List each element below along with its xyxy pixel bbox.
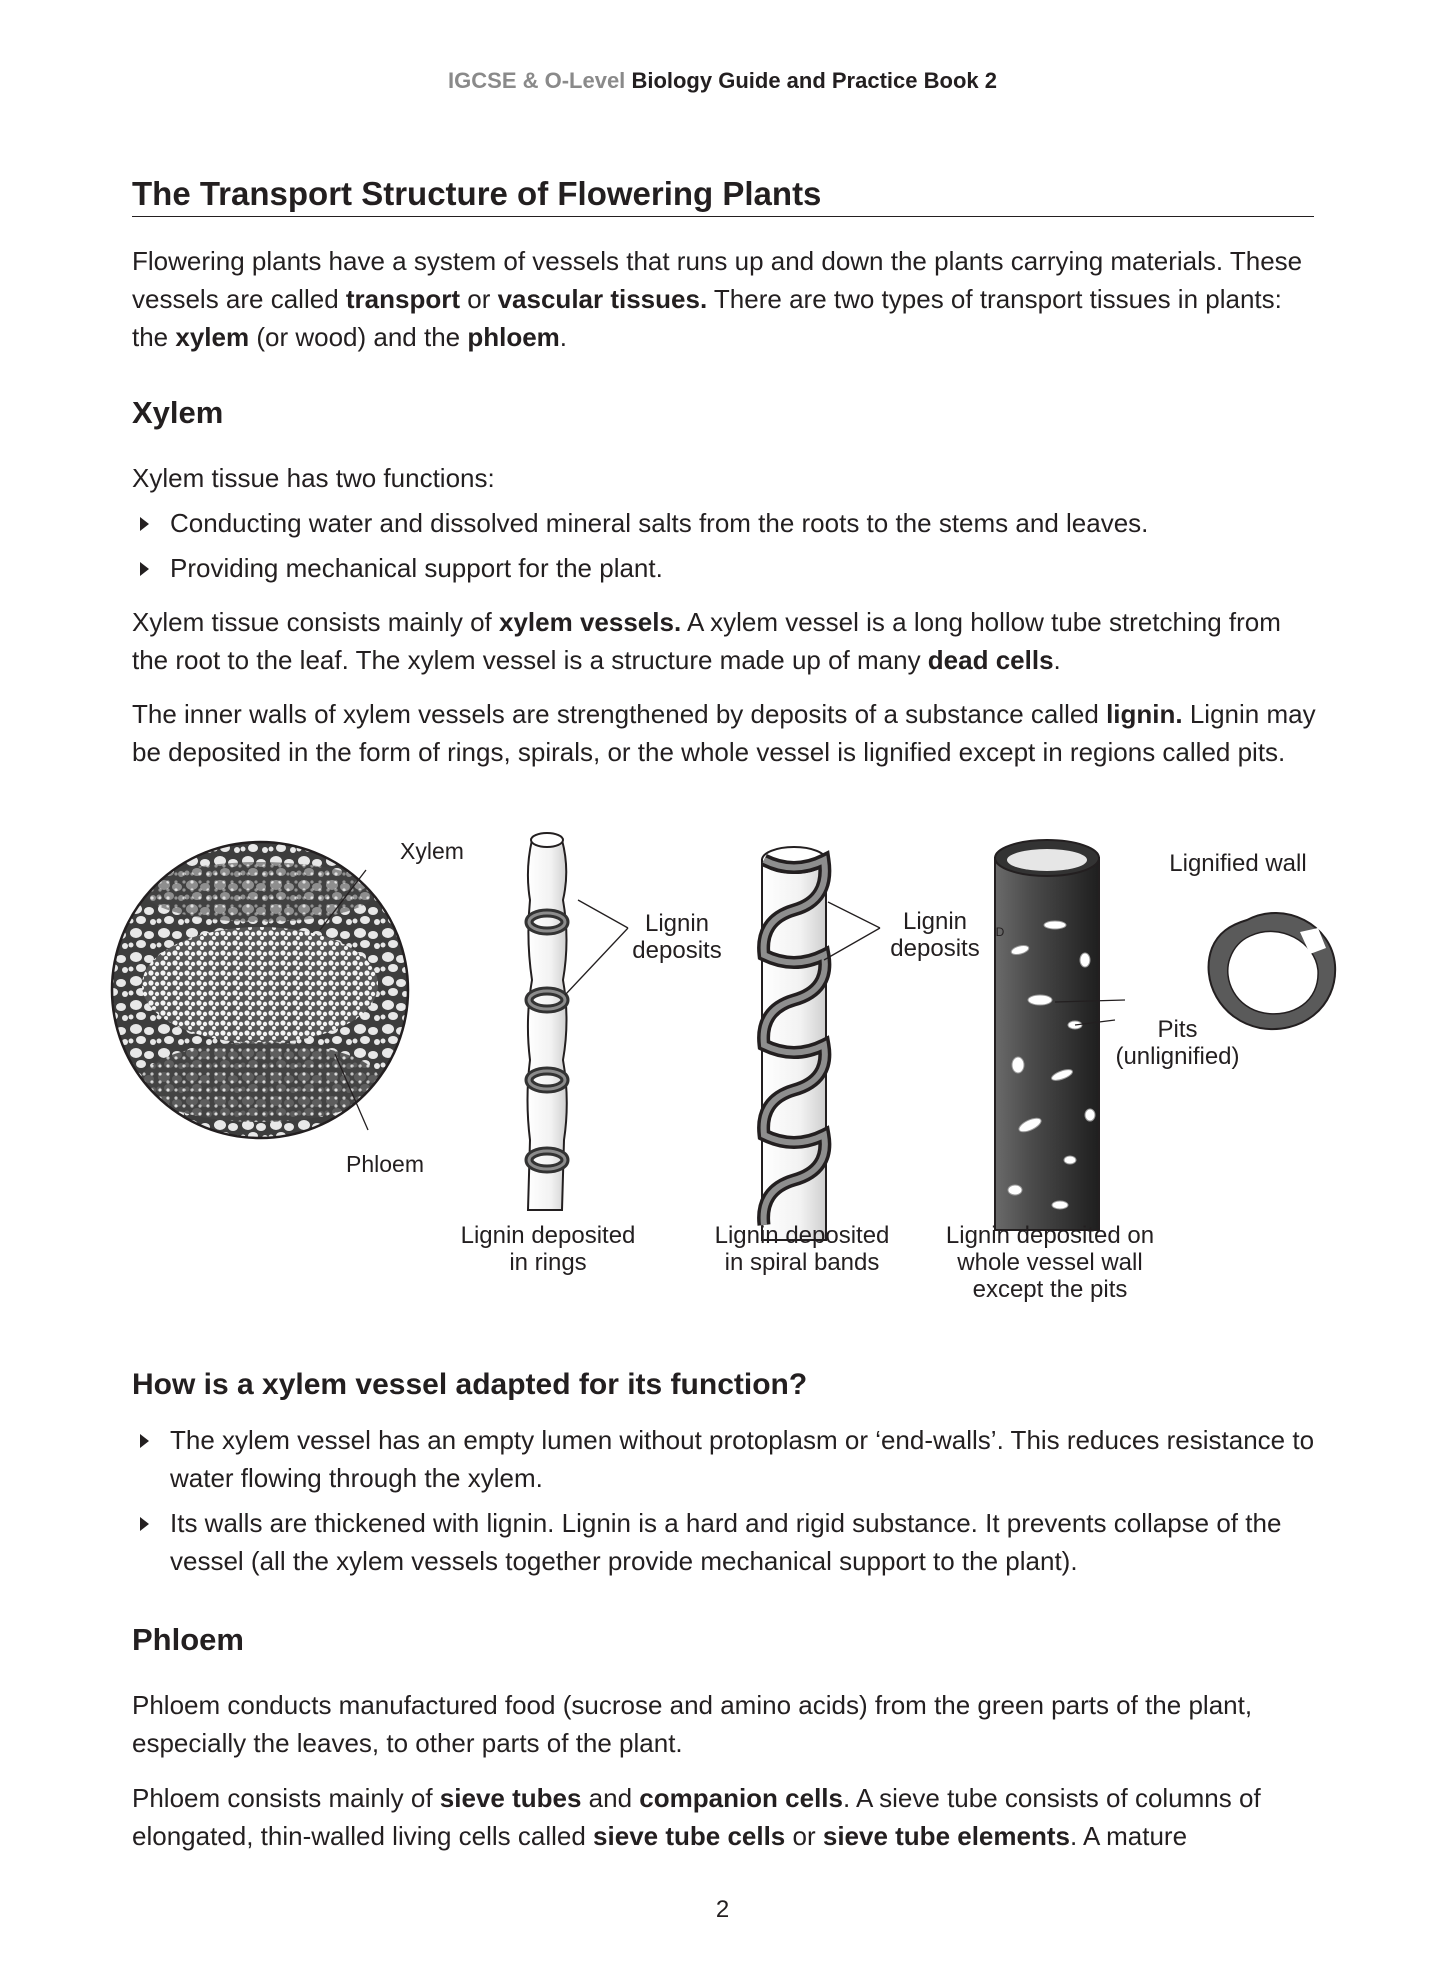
list-item <box>132 549 1332 587</box>
list-item-text: Conducting water and dissolved mineral salts from the roots to the stems and leaves. <box>170 508 1149 538</box>
text: . <box>1053 645 1061 675</box>
lignin-pointers-right <box>824 902 880 960</box>
text: . A sieve tube consists of columns of elongated, thin-walled living cells called <box>132 1783 1261 1851</box>
text: Phloem consists mainly of <box>132 1783 440 1813</box>
intro-text-3: There are two types of transport tissues in plants: the <box>132 284 1282 352</box>
ring-vessel <box>528 833 567 1210</box>
lignin-pointers-left <box>565 900 628 995</box>
intro-text-5: . <box>559 322 568 352</box>
term-xylem-vessels: xylem vessels. <box>499 607 682 637</box>
adaptation-list <box>132 1421 1332 1587</box>
xylem-vessels-paragraph <box>132 603 1322 679</box>
intro-text-1: Flowering plants have a system of vessels that runs up and down the plants carrying materials. These vessels are called <box>132 246 1303 314</box>
text: . A mature <box>1069 1821 1188 1851</box>
bullet-triangle-icon <box>140 562 149 576</box>
text: and <box>581 1783 640 1813</box>
label-pits: Pits (unlignified) <box>1115 1016 1240 1070</box>
term-dead-cells: dead cells <box>927 645 1054 675</box>
xylem-heading: Xylem <box>132 395 224 430</box>
term-lignin: lignin. <box>1106 699 1183 729</box>
term-companion-cells: companion cells <box>639 1783 843 1813</box>
caption-whole-vessel: Lignin deposited on whole vessel wall except the pits <box>945 1222 1155 1303</box>
text: Lignin may be deposited in the form of rings, spirals, or the whole vessel is lignified except in regions called pits. <box>132 699 1316 767</box>
list-item-text: The xylem vessel has an empty lumen without protoplasm or ‘end-walls’. This reduces resistance to water flowing through the xylem. <box>170 1425 1315 1493</box>
stem-cross-section <box>112 842 408 1138</box>
stray-mark: D <box>995 925 1005 939</box>
text: or <box>785 1821 823 1851</box>
text: Xylem tissue consists mainly of <box>132 607 500 637</box>
phloem-paragraph-2 <box>132 1779 1322 1855</box>
caption-rings: Lignin deposited in rings <box>460 1222 636 1276</box>
term-xylem: xylem <box>175 322 250 352</box>
list-item-text: Providing mechanical support for the plant. <box>170 553 663 583</box>
adaptation-heading: How is a xylem vessel adapted for its function? <box>132 1368 808 1401</box>
term-phloem: phloem <box>467 322 560 352</box>
xylem-functions-intro: Xylem tissue has two functions: <box>132 463 495 493</box>
label-lignin-deposits-spiral: Lignin deposits <box>890 908 980 962</box>
term-sieve-tube-elements: sieve tube elements <box>822 1821 1070 1851</box>
intro-paragraph <box>132 242 1322 356</box>
list-item <box>132 504 1332 542</box>
label-lignin-deposits-rings: Lignin deposits <box>632 910 722 964</box>
lignin-paragraph <box>132 695 1322 771</box>
book-title: Biology Guide and Practice Book 2 <box>631 68 997 93</box>
list-item <box>132 1421 1332 1497</box>
label-xylem: Xylem <box>400 838 464 864</box>
running-head <box>0 68 1445 94</box>
term-sieve-tube-cells: sieve tube cells <box>593 1821 786 1851</box>
bullet-triangle-icon <box>140 1434 149 1448</box>
label-lignified-wall: Lignified wall <box>1169 850 1307 877</box>
intro-text-2: or <box>460 284 498 314</box>
page-number: 2 <box>715 1896 730 1923</box>
bullet-triangle-icon <box>140 1517 149 1531</box>
intro-text-4: (or wood) and the <box>249 322 468 352</box>
xylem-figure <box>100 830 1360 1330</box>
spiral-vessel <box>762 847 826 1240</box>
list-item <box>132 1504 1332 1580</box>
series-name: IGCSE & O-Level <box>448 68 626 93</box>
page-title: The Transport Structure of Flowering Plants <box>132 176 1314 217</box>
term-transport: transport <box>345 284 461 314</box>
label-phloem: Phloem <box>346 1151 424 1177</box>
caption-spiral: Lignin deposited in spiral bands <box>714 1222 890 1276</box>
bullet-triangle-icon <box>140 517 149 531</box>
text: A xylem vessel is a long hollow tube stretching from the root to the leaf. The xylem vessel is a structure made up of many <box>132 607 1281 675</box>
term-sieve-tubes: sieve tubes <box>439 1783 582 1813</box>
xylem-functions-list <box>132 504 1332 594</box>
list-item-text: Its walls are thickened with lignin. Lignin is a hard and rigid substance. It prevents collapse of the vessel (all the xylem vessels together provide mechanical support to the plant). <box>170 1508 1282 1576</box>
phloem-heading: Phloem <box>132 1622 244 1657</box>
text: The inner walls of xylem vessels are strengthened by deposits of a substance called <box>132 699 1107 729</box>
phloem-paragraph-1: Phloem conducts manufactured food (sucrose and amino acids) from the green parts of the plant, especially the leaves, to other parts of the plant. <box>132 1690 1253 1758</box>
term-vascular-tissues: vascular tissues. <box>497 284 708 314</box>
lignified-wall-ring <box>1209 913 1336 1029</box>
